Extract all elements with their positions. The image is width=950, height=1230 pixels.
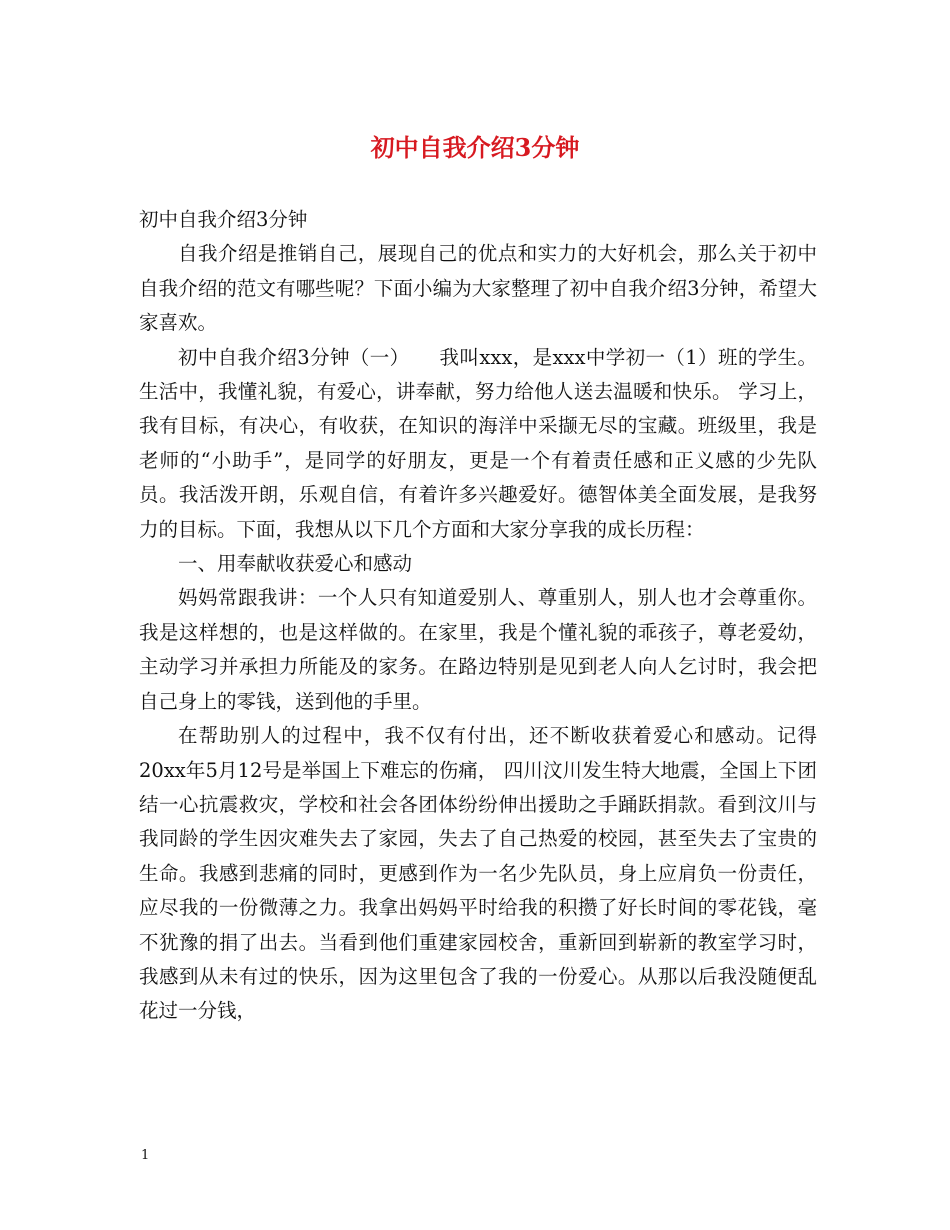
mother-advice-paragraph: 妈妈常跟我讲：一个人只有知道爱别人、尊重别人，别人也才会尊重你。我是这样想的，也是这样做的。在家里，我是个懂礼貌的乖孩子，尊老爱幼，主动学习并承担力所能及的家务。在路边特别是见到老人向人乞讨时，我会把自己身上的零钱，送到他的手里。 — [139, 586, 817, 713]
intro-paragraph: 自我介绍是推销自己，展现自己的优点和实力的大好机会，那么关于初中自我介绍的范文有哪些呢？下面小编为大家整理了初中自我介绍3分钟，希望大家喜欢。 — [139, 242, 817, 335]
earthquake-paragraph: 在帮助别人的过程中，我不仅有付出，还不断收获着爱心和感动。记得20xx年5月12号是举国上下难忘的伤痛， 四川汶川发生特大地震，全国上下团结一心抗震救灾，学校和社会各团体纷纷伸出援助之手踊跃捐款。看到汶川与我同龄的学生因灾难失去了家园，失去了自己热爱的校园，甚至失去了宝贵的生命。我感到悲痛的同时，更感到作为一名少先队员，身上应肩负一份责任，应尽我的一份微薄之力。我拿出妈妈平时给我的积攒了好长时间的零花钱，毫不犹豫的捐了出去。当看到他们重建家园校舍，重新回到崭新的教室学习时，我感到从未有过的快乐，因为这里包含了我的一份爱心。从那以后我没随便乱花过一分钱， — [139, 724, 817, 1023]
section-one-paragraph: 初中自我介绍3分钟（一） 我叫xxx，是xxx中学初一（1）班的学生。生活中，我懂礼貌，有爱心，讲奉献，努力给他人送去温暖和快乐。 学习上，我有目标，有决心，有收获，在知识的海洋中采撷无尽的宝藏。班级里，我是老师的“小助手”，是同学的好朋友，更是一个有着责任感和正义感的少先队员。我活泼开朗，乐观自信，有着许多兴趣爱好。德智体美全面发展，是我努力的目标。下面，我想从以下几个方面和大家分享我的成长历程： — [139, 345, 817, 541]
document-title: 初中自我介绍3分钟 — [370, 133, 580, 162]
document-body — [139, 203, 817, 1029]
body-heading: 初中自我介绍3分钟 — [139, 208, 308, 231]
page-number: 1 — [141, 1148, 150, 1163]
subheading-devotion: 一、用奉献收获爱心和感动 — [178, 552, 413, 576]
